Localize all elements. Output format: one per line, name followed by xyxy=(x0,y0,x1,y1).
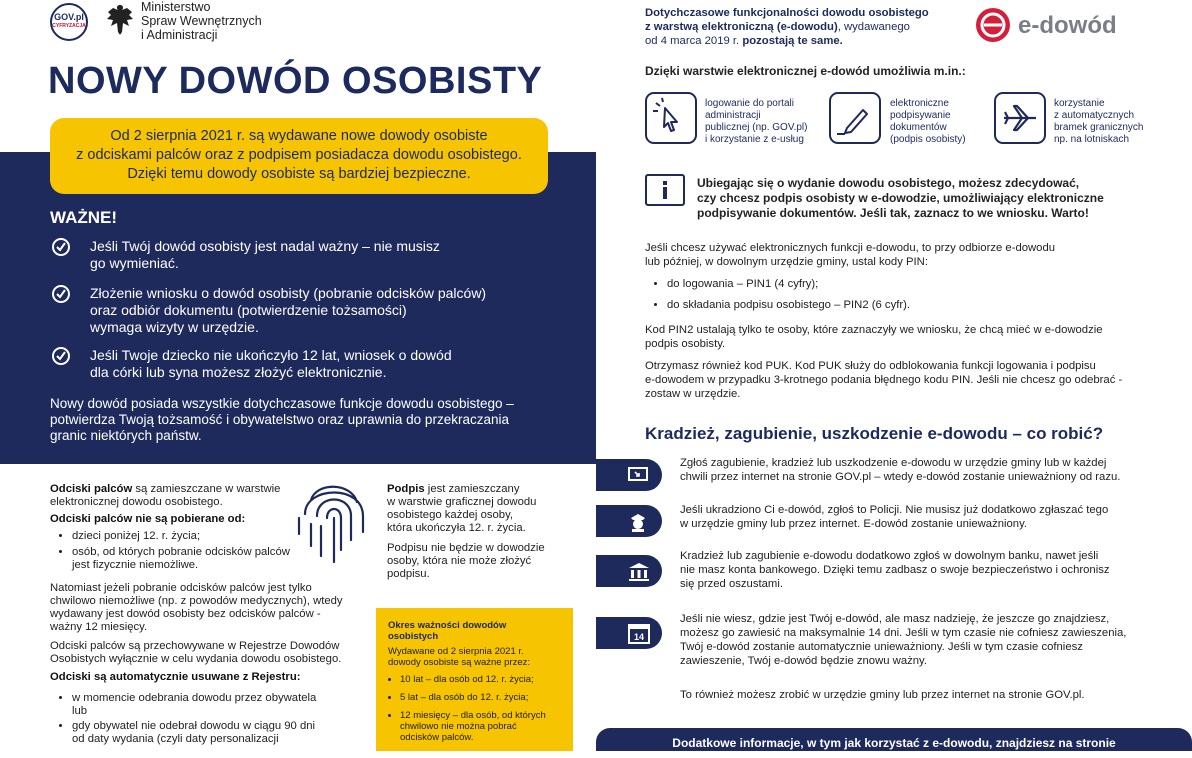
wazne-item-line: dla córki lub syna możesz złożyć elektronicznie. xyxy=(90,364,387,380)
kradziez-item-line: zawieszenie, Twój e-dowód będzie znowu ważny. xyxy=(680,655,927,667)
pin2-line: Kod PIN2 ustalają tylko te osoby, które zaznaczyły we wniosku, że chcą mieć w e-dowodzie xyxy=(645,324,1103,336)
check-circle-icon xyxy=(52,238,70,256)
list-item-text: chwilowo nie można pobrać xyxy=(400,721,517,732)
kradziez-item-line: Zgłoś zagubienie, kradzież lub uszkodzenie e-dowodu w urzędzie gminy lub w każdej xyxy=(680,457,1107,469)
eagle-emblem-icon xyxy=(105,2,135,38)
wazne-item-line: Złożenie wniosku o dowód osobisty (pobranie odcisków palców) xyxy=(90,285,487,301)
pin2-note xyxy=(645,323,1103,351)
pin2-line: podpis osobisty. xyxy=(645,338,726,350)
list-item: • 5 lat – dla osób do 12. r. życia; xyxy=(400,692,570,703)
wazne-item xyxy=(90,285,486,336)
podpis-line: w warstwie graficznej dowodu xyxy=(387,496,537,508)
okres-waznosci-box xyxy=(376,608,573,751)
edowod-intro-bold: z warstwą elektroniczną (e-dowodu) xyxy=(645,21,838,33)
feature-text xyxy=(705,98,807,146)
okres-intro xyxy=(388,646,530,668)
puk-line: e-dowodem w przypadku 3-krotnego podania błędnego kodu PIN. Jeśli nie chcesz go odebrać - xyxy=(645,374,1123,386)
calendar-tab xyxy=(596,617,662,649)
list-item-text: 12 miesięcy – dla osób, od których xyxy=(400,710,546,721)
list-item xyxy=(400,710,570,743)
podpis-bold: Podpis xyxy=(387,483,425,495)
kradziez-heading: Kradzież, zagubienie, uszkodzenie e-dowodu – co robić? xyxy=(645,424,1104,443)
odciski-not-heading-text: Odciski palców nie są pobierane od: xyxy=(50,513,246,525)
podpis-line: osobistego każdej osoby, xyxy=(387,509,514,521)
feature-line: i korzystanie z e-usług xyxy=(705,134,804,145)
podpis-p2-line: osoby, która nie może złożyć xyxy=(387,555,532,567)
odciski-p2-line: chwilowo niemożliwe (np. z powodów medycznych), wtedy xyxy=(50,595,343,607)
kradziez-item-line: Kradzież lub zagubienie e-dowodu dodatkowo zgłoś w dowolnym banku, nawet jeśli xyxy=(680,550,1099,562)
feature-line: np. na lotniskach xyxy=(1054,134,1130,145)
odciski-auto-list xyxy=(50,692,372,749)
feature-text xyxy=(890,98,966,146)
odciski-not-heading xyxy=(50,513,245,526)
calendar-day: 14 xyxy=(633,632,645,642)
page-title: NOWY DOWÓD OSOBISTY xyxy=(48,60,543,102)
wazne-footer-line: Nowy dowód posiada wszystkie dotychczasowe funkcje dowodu osobistego – xyxy=(50,396,514,411)
wazne-item-line: Jeśli Twoje dziecko nie ukończyło 12 lat, wniosek o dowód xyxy=(90,347,452,363)
check-circle-icon xyxy=(52,347,70,365)
more-info-bar: Dodatkowe informacje, w tym jak korzystać z e-dowodu, znajdziesz na stronie xyxy=(596,728,1192,751)
odciski-not-list xyxy=(50,530,332,572)
feature-line: z automatycznych xyxy=(1054,110,1135,121)
list-item: • dzieci poniżej 12. r. życia; xyxy=(72,530,332,543)
edowod-logo-text: e-dowód xyxy=(1018,12,1117,39)
odciski-p3-line: Odciski palców są przechowywane w Rejestrze Dowodów xyxy=(50,640,340,652)
edowod-umozliwia: Dzięki warstwie elektronicznej e-dowód umożliwia m.in.: xyxy=(645,64,966,78)
kradziez-item xyxy=(680,503,1108,531)
odciski-intro-line2: elektronicznej dowodu osobistego. xyxy=(50,496,223,508)
intro-line: z odciskami palców oraz z podpisem posiadacza dowodu osobistego. xyxy=(76,147,522,163)
odciski-p3-line: Osobistych wyłącznie w celu wydania dowodu osobistego. xyxy=(50,653,342,665)
pin-list xyxy=(645,278,910,315)
odciski-auto-heading xyxy=(50,671,301,684)
okres-title xyxy=(388,620,506,642)
podpis-text xyxy=(387,483,567,535)
feature-line: podpisywanie xyxy=(890,110,951,121)
pin-intro-line: Jeśli chcesz używać elektronicznych funkcji e-dowodu, to przy odbiorze e-dowodu xyxy=(645,242,1056,254)
kradziez-item xyxy=(680,549,1110,591)
calendar-icon xyxy=(628,622,650,649)
airplane-icon xyxy=(994,92,1046,144)
odciski-p2-line: ważny 12 miesięcy. xyxy=(50,621,148,633)
list-item: • 10 lat – dla osób od 12. r. życia; xyxy=(400,674,570,685)
kradziez-item xyxy=(680,612,1126,668)
info-bubble-icon xyxy=(645,174,685,206)
feature-line: administracji xyxy=(705,110,761,121)
feature-line: logowanie do portali xyxy=(705,98,794,109)
edowod-intro-bold: pozostają te same. xyxy=(742,35,843,47)
list-item xyxy=(72,720,372,746)
feature-line: korzystanie xyxy=(1054,98,1105,109)
odciski-auto-heading-text: Odciski są automatycznie usuwane z Rejestru: xyxy=(50,671,301,683)
wazne-item-line: oraz odbiór dokumentu (potwierdzenie tożsamości) xyxy=(90,302,407,318)
wazne-footer-line: granic niektórych państw. xyxy=(50,428,202,443)
list-item-text: od daty wydania (czyli daty personalizacji xyxy=(72,733,279,745)
podpis-line: która ukończyła 12. r. życia. xyxy=(387,522,526,534)
odciski-intro-rest: są zamieszczane w warstwie xyxy=(132,483,281,495)
wazne-item xyxy=(90,238,440,272)
feature-text xyxy=(1054,98,1143,146)
wazne-item xyxy=(90,347,452,381)
podpis-p2 xyxy=(387,542,567,581)
govpl-logo xyxy=(50,3,88,41)
podpis-callout-line: czy chcesz podpis osobisty w e-dowodzie, umożliwiający elektroniczne xyxy=(697,191,1104,205)
fingerprint-icon xyxy=(291,470,376,570)
pin-intro xyxy=(645,241,1055,269)
wazne-footer xyxy=(50,396,570,444)
bank-building-icon xyxy=(628,562,650,587)
govpl-logo-text: GOV.pl xyxy=(54,12,84,22)
kradziez-item xyxy=(680,456,1120,484)
wazne-footer-line: potwierdza Twoją tożsamość i obywatelstwo oraz uprawnia do przekraczania xyxy=(50,412,509,427)
bank-tab xyxy=(596,555,662,587)
okres-title-line: osobistych xyxy=(388,631,439,642)
ministry-line: Ministerstwo xyxy=(141,0,211,14)
wazne-heading: WAŻNE! xyxy=(50,208,118,227)
list-item-text: gdy obywatel nie odebrał dowodu w ciągu 90 dni xyxy=(72,720,316,732)
police-tab xyxy=(596,505,662,537)
podpis-callout xyxy=(697,176,1104,221)
feature-line: publicznej (np. GOV.pl) xyxy=(705,122,808,133)
podpis-line: jest zamieszczany xyxy=(424,483,520,495)
wazne-item-line: Jeśli Twój dowód osobisty jest nadal ważny – nie musisz xyxy=(90,238,440,254)
edowod-logo-icon xyxy=(976,8,1010,42)
edowod-intro-bold: Dotychczasowe funkcjonalności dowodu osobistego xyxy=(645,7,929,19)
puk-note xyxy=(645,359,1122,401)
pen-sign-icon xyxy=(829,92,881,144)
list-item-text: w momencie odebrania dowodu przez obywatela xyxy=(72,692,317,704)
edowod-intro-rest: , wydawanego xyxy=(837,21,910,33)
edowod-intro xyxy=(645,6,975,48)
odciski-p2-line: Natomiast jeżeli pobranie odcisków palców jest tylko xyxy=(50,582,312,594)
podpis-p2-line: podpisu. xyxy=(387,568,430,580)
intro-line: Od 2 sierpnia 2021 r. są wydawane nowe dowody osobiste xyxy=(110,128,488,144)
feature-line: bramek granicznych xyxy=(1054,122,1144,133)
podpis-callout-line: Ubiegając się o wydanie dowodu osobistego, możesz zdecydować, xyxy=(697,176,1080,190)
okres-title-line: Okres ważności dowodów xyxy=(388,620,507,631)
feature-line: elektroniczne xyxy=(890,98,949,109)
kradziez-item-line: możesz go zawiesić na maksymalnie 14 dni. Jeśli w tym czasie nie cofniesz zawieszenia, xyxy=(680,627,1127,639)
odciski-intro xyxy=(50,483,290,509)
odciski-p2 xyxy=(50,582,360,634)
podpis-callout-line: podpisywanie dokumentów. Jeśli tak, zaznacz to we wniosku. Warto! xyxy=(697,206,1089,220)
podpis-p2-line: Podpisu nie będzie w dowodzie xyxy=(387,542,545,554)
govpl-logo-sub: CYFRYZACJA xyxy=(52,23,86,29)
kradziez-item-line: nie masz konta bankowego. Dzięki temu zadbasz o swoje bezpieczeństwo i ochronisz xyxy=(680,564,1110,576)
list-item-text: jest fizycznie niemożliwe. xyxy=(72,559,199,571)
intro-line: Dzięki temu dowody osobiste są bardziej bezpieczne. xyxy=(127,166,471,182)
ministry-line: Spraw Wewnętrznych xyxy=(141,14,262,28)
ministry-line: i Administracji xyxy=(141,28,218,42)
list-item xyxy=(72,692,372,718)
odciski-intro-bold: Odciski palców xyxy=(50,483,133,495)
odciski-p2-line: wydawany jest dowód osobisty bez odcisków palców - xyxy=(50,608,321,620)
puk-line: zostaw w urzędzie. xyxy=(645,388,741,400)
cursor-click-icon xyxy=(645,92,697,144)
list-item-text: lub xyxy=(72,705,88,717)
feature-line: (podpis osobisty) xyxy=(890,134,966,145)
intro-callout xyxy=(50,118,548,194)
list-item-text: odcisków palców. xyxy=(400,732,474,743)
list-item: • do logowania – PIN1 (4 cyfry); xyxy=(667,278,910,291)
list-item-text: osób, od których pobranie odcisków palców xyxy=(72,546,290,558)
puk-line: Otrzymasz również kod PUK. Kod PUK służy do odblokowania funkcji logowania i podpisu xyxy=(645,360,1096,372)
okres-list xyxy=(380,674,570,746)
feature-line: dokumentów xyxy=(890,122,947,133)
kradziez-also: To również możesz zrobić w urzędzie gminy lub przez internet na stronie GOV.pl. xyxy=(680,689,1085,701)
computer-tab xyxy=(596,459,662,491)
check-circle-icon xyxy=(52,285,70,303)
kradziez-item-line: Jeśli ukradziono Ci e-dowód, zgłoś to Policji. Nie musisz już dodatkowo zgłaszać tego xyxy=(680,504,1109,516)
pin-intro-line: lub później, w dowolnym urzędzie gminy, ustal kody PIN: xyxy=(645,256,928,268)
odciski-p3 xyxy=(50,640,370,666)
kradziez-item-line: się przed oszustami. xyxy=(680,578,783,590)
wazne-item-line: wymaga wizyty w urzędzie. xyxy=(90,319,259,335)
edowod-intro-rest: od 4 marca 2019 r. xyxy=(645,35,743,47)
kradziez-item-line: w urzędzie gminy lub przez internet. E-dowód zostanie unieważniony. xyxy=(680,518,1028,530)
okres-intro-line: Wydawane od 2 sierpnia 2021 r. xyxy=(388,646,524,657)
computer-report-icon xyxy=(628,466,648,489)
kradziez-item-line: Twój e-dowód zostanie automatycznie unieważniony. Jeśli w tym czasie cofniesz xyxy=(680,641,1083,653)
kradziez-item-line: chwili przez internet na stronie GOV.pl – wtedy e-dowód zostanie unieważniony od razu. xyxy=(680,471,1121,483)
list-item: • do składania podpisu osobistego – PIN2 (6 cyfr). xyxy=(667,299,910,312)
kradziez-item-line: Jeśli nie wiesz, gdzie jest Twój e-dowód, ale masz nadzieję, że jeszcze go znajdziesz, xyxy=(680,613,1110,625)
police-officer-icon xyxy=(628,512,648,537)
ministry-name xyxy=(141,0,262,42)
wazne-item-line: go wymieniać. xyxy=(90,255,179,271)
okres-intro-line: dowody osobiste są ważne przez: xyxy=(388,657,531,668)
